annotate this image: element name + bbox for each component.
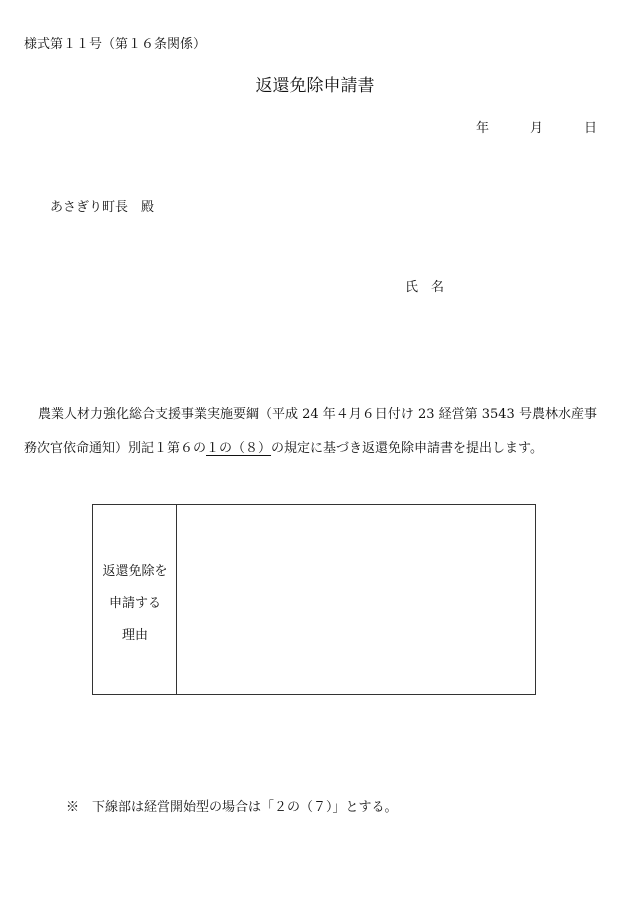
document-title: 返還免除申請書 [255,76,375,96]
reason-label-line-1: 返還免除を [102,564,168,579]
body-text-suffix: の規定に基づき返還免除申請書を提出します。 [271,441,543,456]
date-month-label: 月 [530,121,544,136]
applicant-name-label: 氏 名 [405,280,445,295]
underlined-clause: １の（８） [206,441,272,456]
body-text-line-1: 農業人材力強化総合支援事業実施要綱（平成 24 年４月６日付け 23 経営第 3543 号農林水産事 [38,407,597,422]
footnote: ※ 下線部は経営開始型の場合は「２の（７）」とする。 [66,800,398,815]
reason-label-cell [93,505,177,694]
reason-table [92,504,536,695]
date-year-label: 年 [476,121,490,136]
reason-input-cell[interactable] [177,505,535,694]
addressee: あさぎり町長 殿 [50,200,155,215]
body-text-prefix: 務次官依命通知）別記１第６の [24,441,207,456]
form-number: 様式第１１号（第１６条関係） [24,37,207,52]
reason-label-line-3: 理由 [121,628,148,643]
date-day-label: 日 [584,121,598,136]
body-text-line-2 [24,437,543,456]
reason-label-line-2: 申請する [108,596,161,611]
